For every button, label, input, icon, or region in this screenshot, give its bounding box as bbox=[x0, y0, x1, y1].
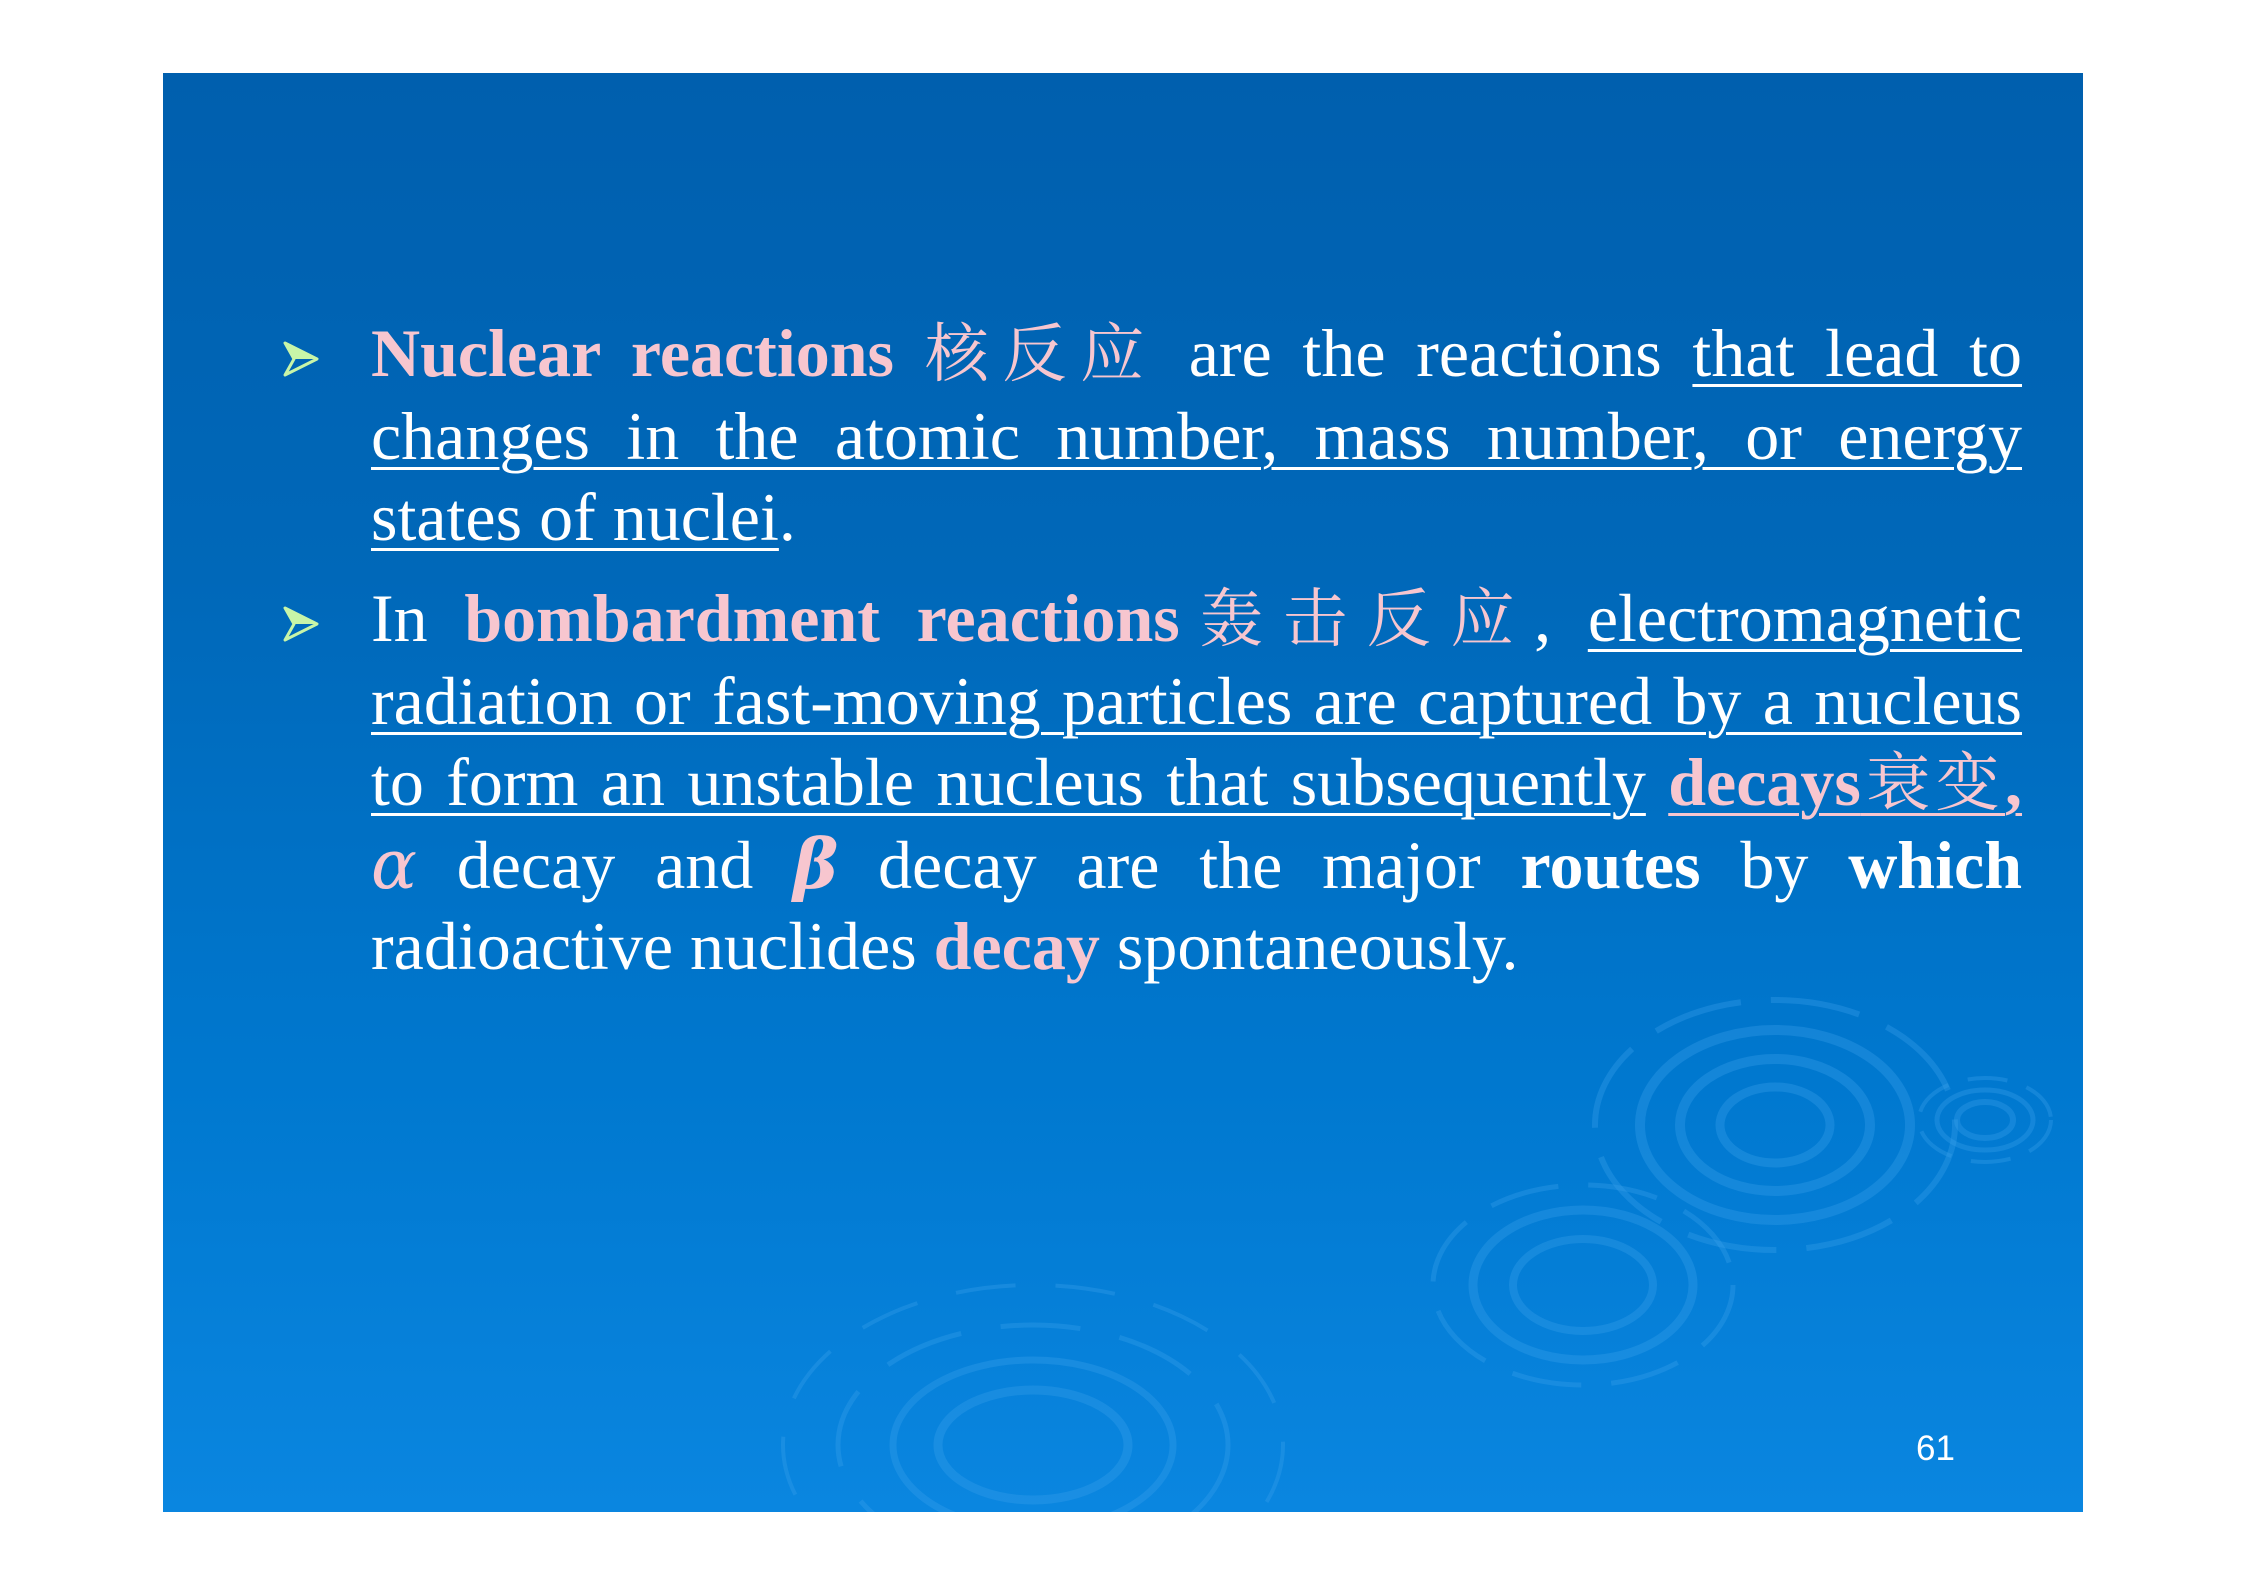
term-decays-word: decays bbox=[1668, 744, 1861, 820]
definition-bombardment: electromagnetic radiation or fast-moving particles are captured by a nucleus to form an unstable nucleus that subsequently bbox=[371, 580, 2023, 820]
term-nuclear-reactions-cn: 核反应 bbox=[924, 318, 1158, 392]
comma: , bbox=[1534, 580, 1552, 656]
arrowhead-bullet-icon bbox=[281, 339, 321, 379]
term-bombardment-reactions-cn: 轰击反应 bbox=[1179, 583, 1535, 657]
term-decays bbox=[1668, 744, 2022, 820]
beta-symbol: β bbox=[793, 825, 839, 905]
slide-content bbox=[275, 313, 2022, 1007]
period: . bbox=[778, 479, 796, 555]
term-bombardment-reactions: bombardment reactions bbox=[464, 580, 1180, 656]
text-spontaneously: spontaneously. bbox=[1116, 908, 1519, 984]
term-decays-cn: 衰变 bbox=[1860, 747, 2006, 821]
definition-nuclear-reactions: that lead to changes in the atomic number, mass number, or energy states of nuclei bbox=[371, 315, 2023, 555]
text-radioactive-nuclides: radioactive nuclides bbox=[371, 908, 917, 984]
text-which: which bbox=[1848, 827, 2023, 903]
alpha-symbol: α bbox=[371, 826, 417, 905]
arrowhead-bullet-icon bbox=[281, 604, 321, 644]
text-by: by bbox=[1740, 827, 1809, 903]
text-routes: routes bbox=[1520, 827, 1701, 903]
text-decay-are-the-major: decay are the major bbox=[878, 827, 1481, 903]
bullet-nuclear-reactions bbox=[275, 313, 2022, 558]
bullet-bombardment-reactions bbox=[275, 578, 2022, 987]
term-decays-comma: , bbox=[2005, 744, 2023, 820]
text-decay-and: decay and bbox=[456, 827, 754, 903]
text-decay: decay bbox=[933, 908, 1100, 984]
term-nuclear-reactions: Nuclear reactions bbox=[371, 315, 895, 391]
text-in: In bbox=[371, 580, 428, 656]
slide bbox=[163, 73, 2083, 1512]
text-are-the-reactions: are the reactions bbox=[1188, 315, 1662, 391]
slide-page-number: 61 bbox=[1916, 1429, 1955, 1468]
